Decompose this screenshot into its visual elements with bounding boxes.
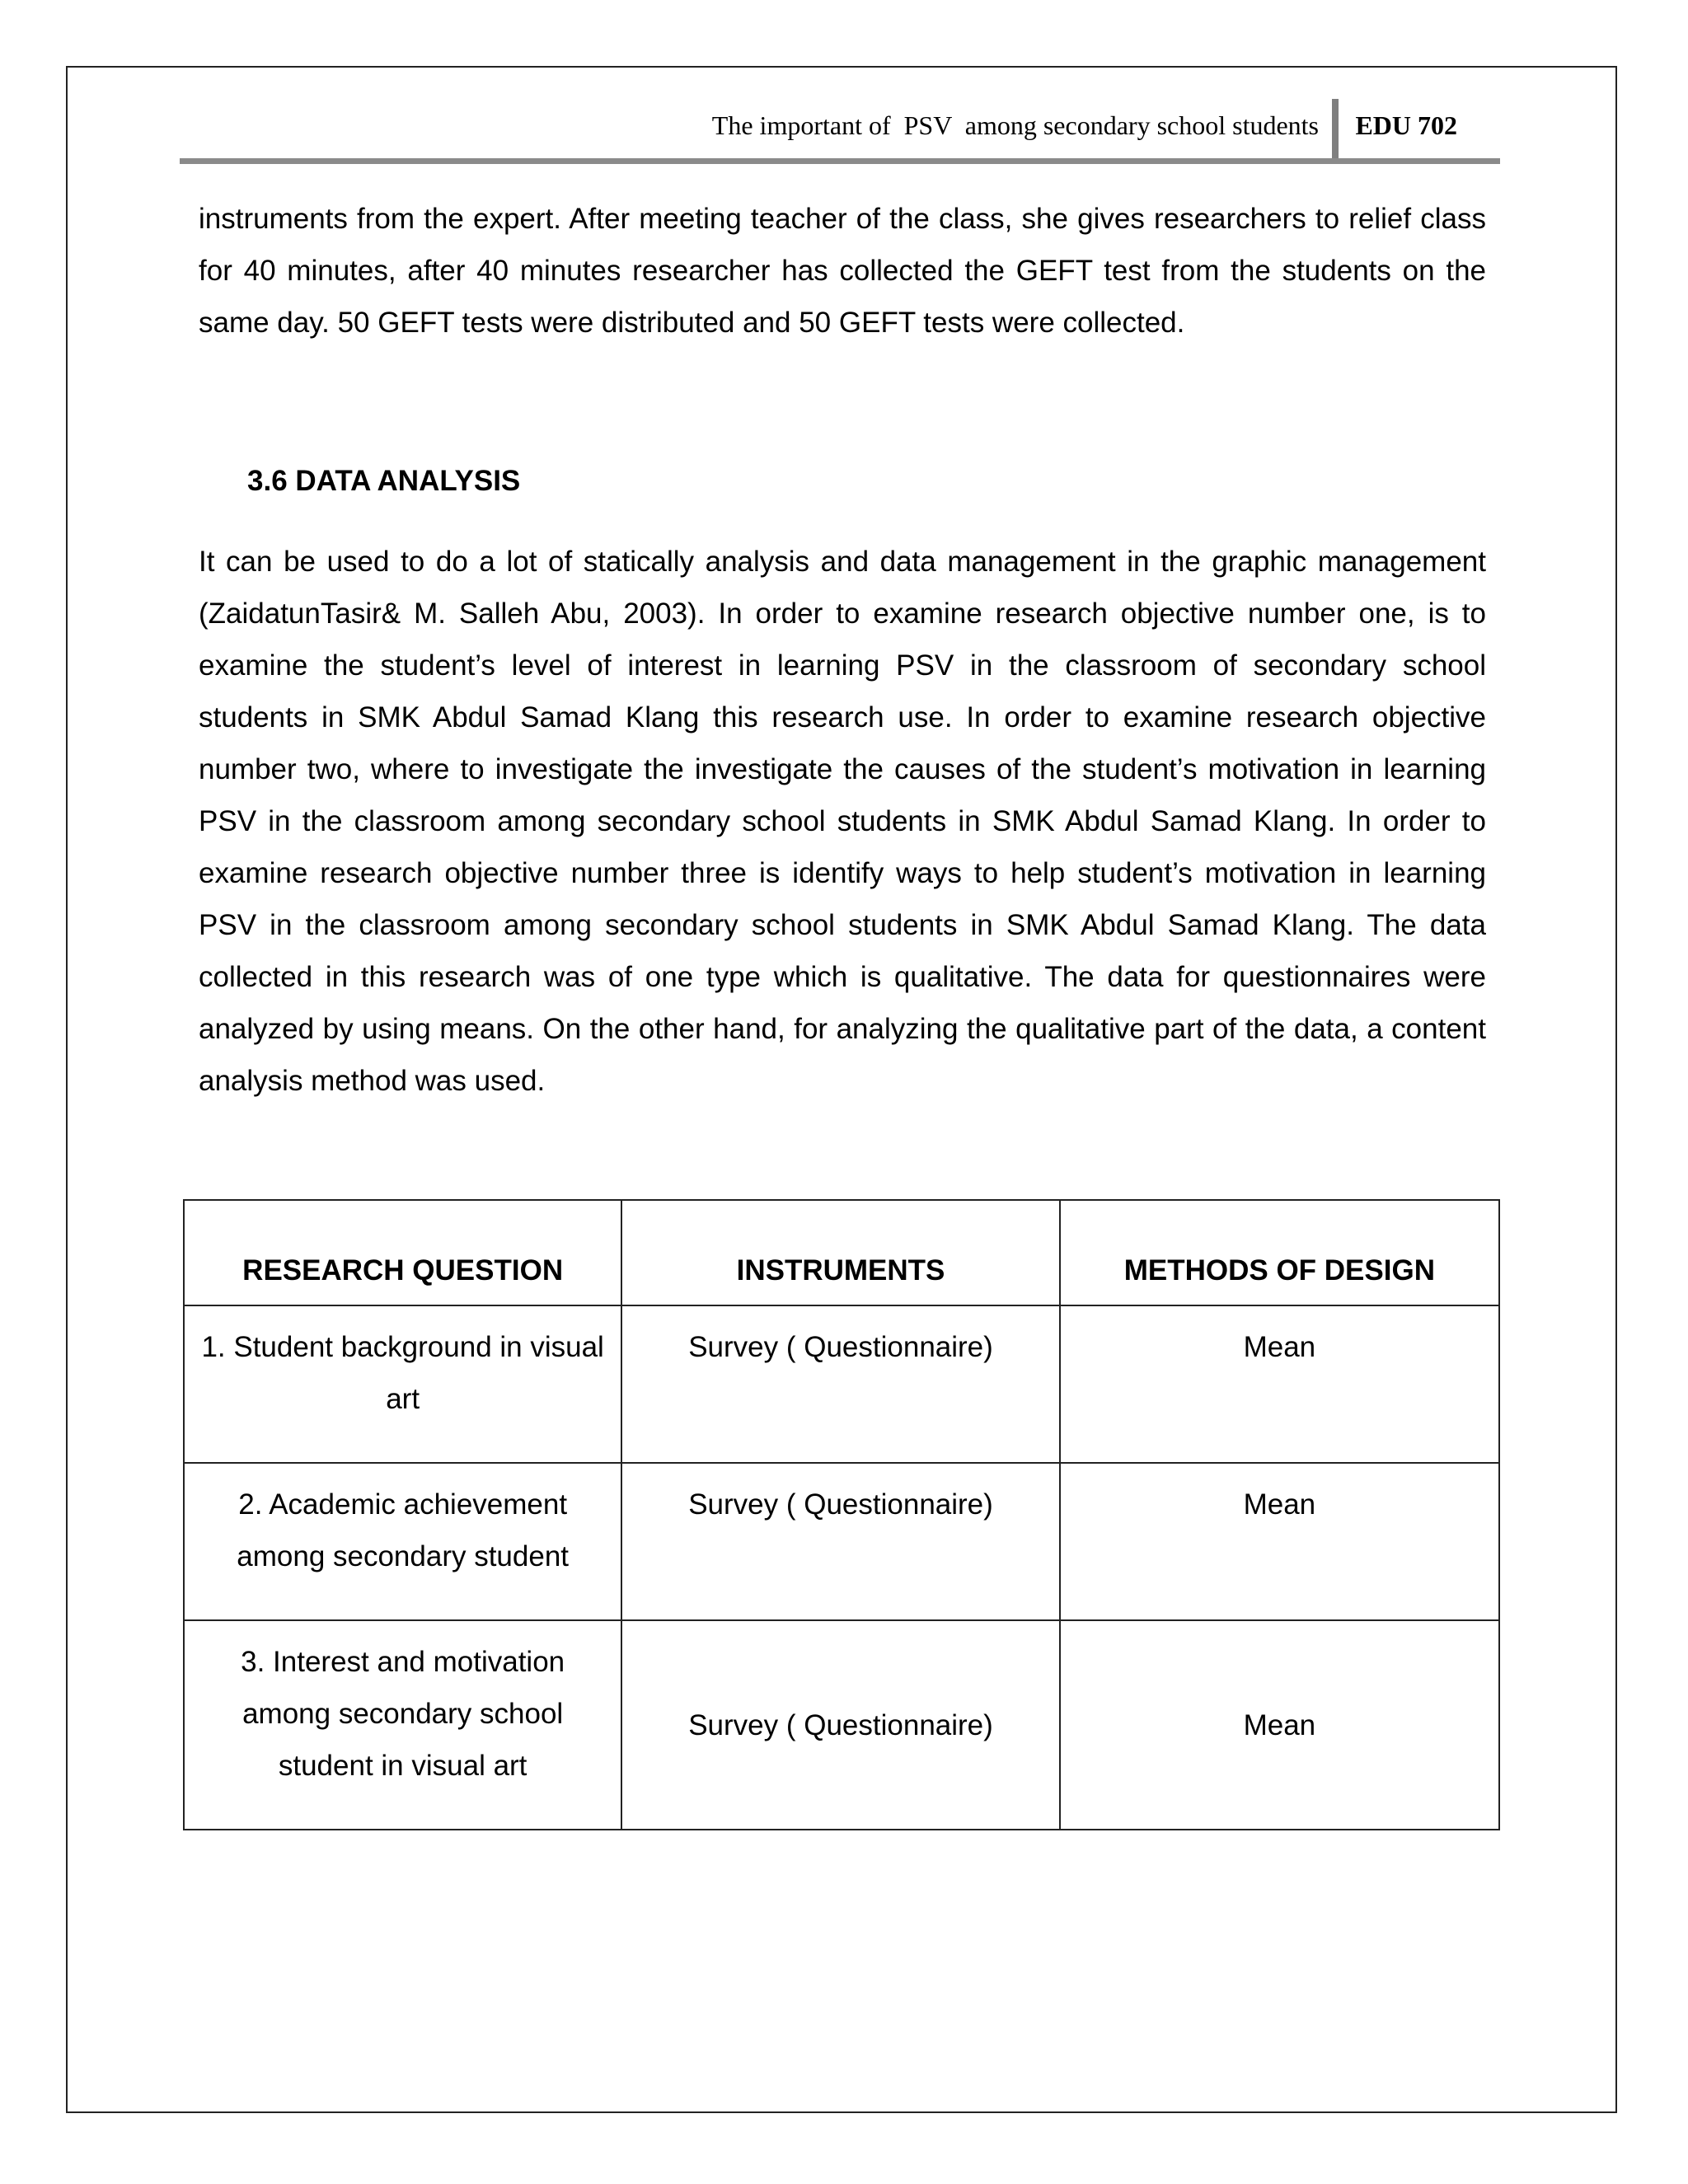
header-rule bbox=[180, 158, 1500, 164]
header-divider bbox=[1332, 99, 1339, 162]
table-row bbox=[184, 1620, 1499, 1830]
method-cell: Mean bbox=[1060, 1463, 1499, 1620]
header-title: The important of PSV among secondary school students bbox=[711, 110, 1319, 140]
table-header-row bbox=[184, 1200, 1499, 1305]
instrument-cell: Survey ( Questionnaire) bbox=[621, 1620, 1059, 1830]
page-header bbox=[180, 99, 1500, 162]
research-question-cell: 1. Student background in visual art bbox=[184, 1305, 621, 1463]
instrument-cell: Survey ( Questionnaire) bbox=[621, 1463, 1059, 1620]
course-code: EDU 702 bbox=[1355, 110, 1457, 140]
table-row bbox=[184, 1305, 1499, 1463]
research-question-table bbox=[183, 1199, 1500, 1830]
research-question-cell: 2. Academic achievement among secondary student bbox=[184, 1463, 621, 1620]
column-header-instruments: INSTRUMENTS bbox=[621, 1200, 1059, 1305]
paragraph-data-analysis: It can be used to do a lot of statically analysis and data management in the graphic management (ZaidatunTasir& M. Salleh Abu, 2003). In order to examine research objective number one, is to examine the student’s level of interest in learning PSV in the classroom of secondary school students in SMK Abdul Samad Klang this research use. In order to examine research objective number two, where to investigate the investigate the causes of the student’s motivation in learning PSV in the classroom among secondary school students in SMK Abdul Samad Klang. In order to examine research objective number three is identify ways to help student’s motivation in learning PSV in the classroom among secondary school students in SMK Abdul Samad Klang. The data collected in this research was of one type which is qualitative. The data for questionnaires were analyzed by using means. On the other hand, for analyzing the qualitative part of the data, a content analysis method was used. bbox=[199, 546, 1486, 1097]
research-question-cell: 3. Interest and motivation among secondary school student in visual art bbox=[184, 1620, 621, 1830]
instrument-cell: Survey ( Questionnaire) bbox=[621, 1305, 1059, 1463]
method-cell: Mean bbox=[1060, 1305, 1499, 1463]
section-heading: 3.6 DATA ANALYSIS bbox=[247, 465, 521, 497]
column-header-research-question: RESEARCH QUESTION bbox=[184, 1200, 621, 1305]
table-row bbox=[184, 1463, 1499, 1620]
method-cell: Mean bbox=[1060, 1620, 1499, 1830]
paragraph-intro: instruments from the expert. After meeting teacher of the class, she gives researchers to relief class for 40 minutes, after 40 minutes researcher has collected the GEFT test from the students on the same day. 50 GEFT tests were distributed and 50 GEFT tests were collected. bbox=[199, 203, 1486, 339]
column-header-methods-of-design: METHODS OF DESIGN bbox=[1060, 1200, 1499, 1305]
